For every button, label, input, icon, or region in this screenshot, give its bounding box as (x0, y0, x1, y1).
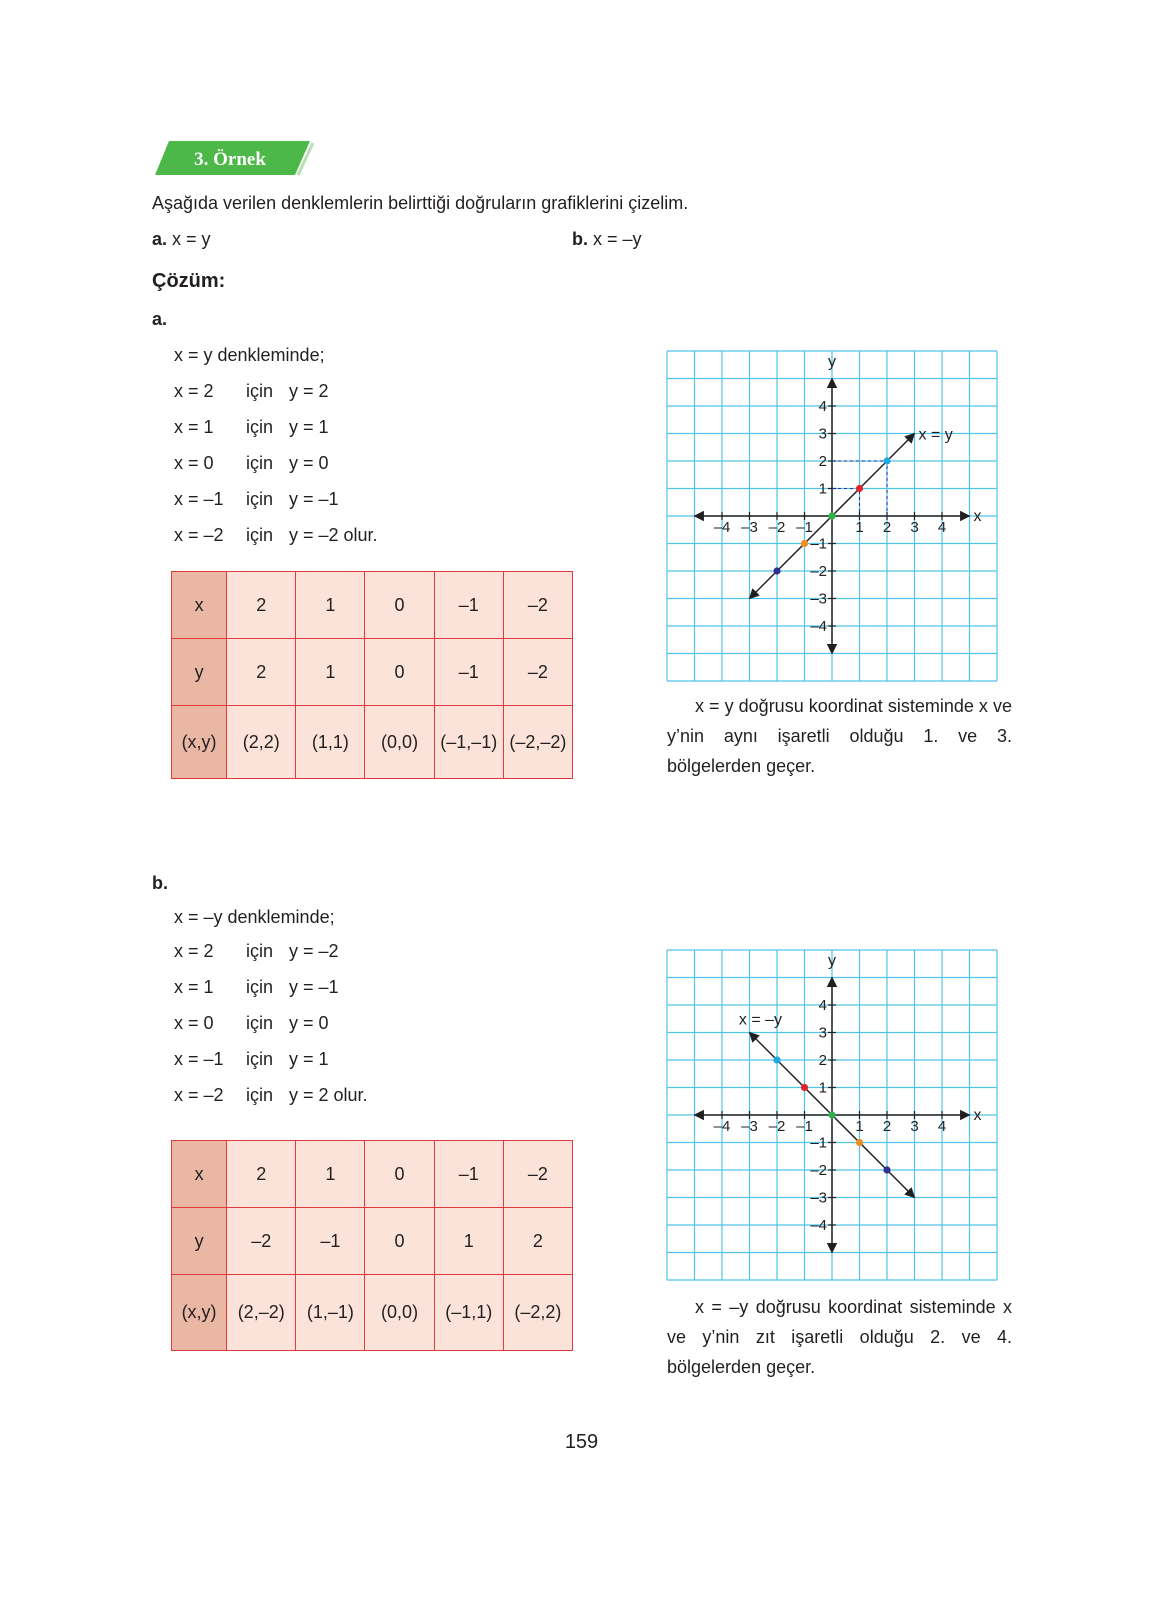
equation-x: x = 0 (174, 453, 214, 473)
data-point (856, 485, 863, 492)
table-cell: –1 (434, 572, 503, 639)
equation-row (174, 940, 574, 962)
example-title: 3. Örnek (194, 149, 266, 170)
equation-x: x = –2 (174, 525, 224, 545)
part-a-coordinate-graph (666, 350, 998, 682)
line-label: x = –y (738, 1011, 783, 1029)
part-b-value-table (171, 1140, 573, 1351)
equation-for: için (246, 941, 274, 961)
x-tick-label: 2 (882, 1118, 892, 1135)
problem-b-label: b. (572, 229, 588, 249)
equation-for: için (246, 1085, 274, 1105)
table-header-cell: x (172, 572, 227, 639)
y-tick-label: 2 (818, 1052, 827, 1069)
table-cell: 1 (296, 572, 365, 639)
table-cell: (2,–2) (227, 1275, 296, 1351)
table-cell: (0,0) (365, 706, 434, 779)
line-label: x = y (918, 426, 953, 444)
table-row-x (172, 1141, 573, 1208)
part-a-intro: x = y denkleminde; (174, 345, 325, 365)
y-tick-label: –3 (810, 1189, 827, 1207)
y-tick-label: –2 (810, 1162, 827, 1179)
equation-for: için (246, 489, 274, 509)
equation-y: y = –1 (289, 489, 339, 509)
equation-for: için (246, 381, 274, 401)
equation-y: y = 0 (289, 453, 329, 473)
problem-b-text: x = –y (593, 229, 642, 249)
part-a-caption (667, 691, 1012, 781)
equation-y: y = 2 (289, 381, 329, 401)
equation-row (174, 976, 574, 998)
equation-for: için (246, 977, 274, 997)
table-cell: 0 (365, 1208, 434, 1275)
x-tick-label: 4 (937, 519, 947, 536)
table-cell: (–2,2) (503, 1275, 572, 1351)
solution-heading: Çözüm: (152, 270, 226, 292)
equation-x: x = –2 (174, 1085, 224, 1105)
equation-row (174, 1084, 574, 1106)
table-cell: –2 (503, 1141, 572, 1208)
x-tick-label: –3 (741, 519, 758, 536)
table-header-cell: y (172, 1208, 227, 1275)
part-b-equation-list (174, 940, 574, 1120)
equation-y: y = –1 (289, 977, 339, 997)
equation-for: için (246, 1049, 274, 1069)
equation-row (174, 452, 574, 474)
x-tick-label: –4 (713, 519, 731, 536)
table-cell: 2 (503, 1208, 572, 1275)
x-tick-label: –4 (713, 1118, 731, 1135)
equation-for: için (246, 417, 274, 437)
equation-x: x = –1 (174, 1049, 224, 1069)
equation-y: y = 2 olur. (289, 1085, 368, 1105)
equation-x: x = –1 (174, 489, 224, 509)
x-tick-label: 3 (910, 1118, 919, 1135)
example-banner (155, 141, 315, 179)
part-b-coordinate-graph (666, 949, 998, 1281)
table-cell: –1 (296, 1208, 365, 1275)
y-axis-label: y (828, 353, 836, 371)
equation-row (174, 524, 574, 546)
table-header-cell: y (172, 639, 227, 706)
equation-x: x = 1 (174, 417, 214, 437)
problem-b (572, 228, 642, 250)
page-number: 159 (564, 1431, 599, 1453)
equation-for: için (246, 525, 274, 545)
data-point (773, 567, 780, 574)
equation-x: x = 2 (174, 941, 214, 961)
table-row-xy (172, 1275, 573, 1351)
y-tick-label: –4 (810, 618, 827, 635)
data-point (801, 540, 808, 547)
y-axis-label: y (828, 952, 836, 970)
data-point (828, 1111, 835, 1118)
table-cell: 0 (365, 639, 434, 706)
y-tick-label: –2 (810, 563, 827, 580)
x-tick-label: –2 (768, 1118, 786, 1135)
table-cell: 1 (296, 1141, 365, 1208)
table-cell: 0 (365, 572, 434, 639)
x-tick-label: –1 (796, 1118, 813, 1135)
y-tick-label: 1 (818, 1079, 827, 1097)
x-tick-label: 1 (855, 1118, 864, 1135)
table-cell: (1,1) (296, 706, 365, 779)
x-axis-label: x (973, 1107, 982, 1124)
table-cell: (2,2) (227, 706, 296, 779)
equation-row (174, 488, 574, 510)
table-cell: 0 (365, 1141, 434, 1208)
table-header-cell: (x,y) (172, 706, 227, 779)
equation-x: x = 0 (174, 1013, 214, 1033)
part-b-intro: x = –y denkleminde; (174, 907, 335, 927)
part-a-equation-list (174, 380, 574, 560)
equation-x: x = 2 (174, 381, 214, 401)
table-cell: 1 (296, 639, 365, 706)
x-tick-label: 4 (937, 1118, 947, 1135)
table-row-y (172, 639, 573, 706)
x-tick-label: –1 (796, 519, 813, 536)
table-cell: 2 (227, 1141, 296, 1208)
y-tick-label: –1 (810, 535, 827, 553)
table-cell: (–1,1) (434, 1275, 503, 1351)
data-point (856, 1139, 863, 1146)
data-point (883, 457, 890, 464)
table-cell: 2 (227, 572, 296, 639)
table-cell: 2 (227, 639, 296, 706)
table-cell: (–2,–2) (503, 706, 572, 779)
x-tick-label: 2 (882, 519, 892, 536)
y-tick-label: 1 (818, 480, 827, 498)
y-tick-label: 3 (818, 1024, 827, 1042)
y-tick-label: –3 (810, 590, 827, 608)
equation-y: y = 1 (289, 1049, 329, 1069)
x-tick-label: 3 (910, 519, 919, 536)
table-cell: –2 (503, 639, 572, 706)
problem-a-label: a. (152, 229, 168, 249)
y-tick-label: 2 (818, 453, 827, 470)
y-tick-label: –4 (810, 1217, 827, 1234)
equation-for: için (246, 1013, 274, 1033)
y-tick-label: 4 (818, 398, 827, 415)
table-cell: –2 (227, 1208, 296, 1275)
y-tick-label: –1 (810, 1134, 827, 1152)
table-cell: (0,0) (365, 1275, 434, 1351)
y-tick-label: 4 (818, 997, 827, 1014)
x-tick-label: 1 (855, 519, 864, 536)
table-row-x (172, 572, 573, 639)
equation-y: y = –2 olur. (289, 525, 378, 545)
x-axis-label: x (973, 508, 982, 525)
table-cell: (–1,–1) (434, 706, 503, 779)
part-b-caption-text: x = –y doğrusu koordinat sisteminde x ve y’nin zıt işaretli olduğu 2. ve 4. bölgelerden geçer. (667, 1297, 1012, 1377)
part-a-caption-text: x = y doğrusu koordinat sisteminde x ve y’nin aynı işaretli olduğu 1. ve 3. bölgelerden geçer. (667, 696, 1012, 776)
data-point (883, 1166, 890, 1173)
part-a-label: a. (152, 309, 168, 329)
table-row-xy (172, 706, 573, 779)
part-b-label: b. (152, 873, 168, 893)
data-point (801, 1084, 808, 1091)
y-tick-label: 3 (818, 425, 827, 443)
equation-row (174, 380, 574, 402)
table-header-cell: x (172, 1141, 227, 1208)
part-a-value-table (171, 571, 573, 779)
table-cell: –2 (503, 572, 572, 639)
table-row-y (172, 1208, 573, 1275)
table-cell: –1 (434, 639, 503, 706)
table-cell: (1,–1) (296, 1275, 365, 1351)
intro-text: Aşağıda verilen denklemlerin belirttiği doğruların grafiklerini çizelim. (152, 193, 689, 213)
equation-row (174, 1012, 574, 1034)
table-cell: –1 (434, 1141, 503, 1208)
problem-a (152, 228, 211, 250)
x-tick-label: –2 (768, 519, 786, 536)
x-tick-label: –3 (741, 1118, 758, 1135)
data-point (773, 1056, 780, 1063)
table-cell: 1 (434, 1208, 503, 1275)
equation-y: y = 0 (289, 1013, 329, 1033)
data-point (828, 512, 835, 519)
equation-y: y = 1 (289, 417, 329, 437)
part-b-caption (667, 1292, 1012, 1382)
equation-row (174, 416, 574, 438)
equation-row (174, 1048, 574, 1070)
equation-x: x = 1 (174, 977, 214, 997)
problem-a-text: x = y (172, 229, 211, 249)
equation-y: y = –2 (289, 941, 339, 961)
table-header-cell: (x,y) (172, 1275, 227, 1351)
equation-for: için (246, 453, 274, 473)
